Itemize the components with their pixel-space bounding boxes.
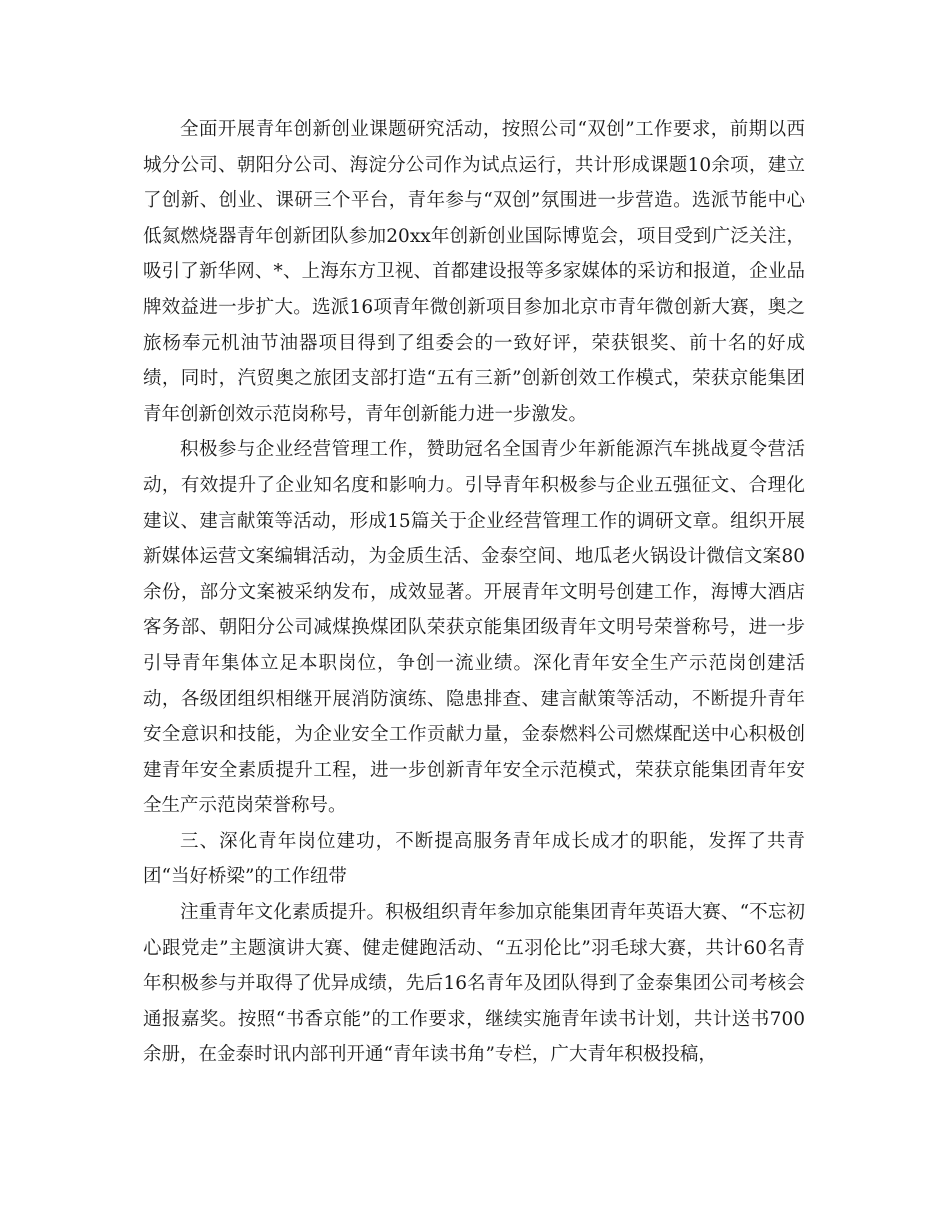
paragraph-management: 积极参与企业经营管理工作，赞助冠名全国青少年新能源汽车挑战夏令营活动，有效提升了企业知名度和影响力。引导青年积极参与企业五强征文、合理化建议、建言献策等活动，形成15篇关于企业经营管理工作的调研文章。组织开展新媒体运营文案编辑活动，为金质生活、金泰空间、地瓜老火锅设计微信文案80余份，部分文案被采纳发布，成效显著。开展青年文明号创建工作，海博大酒店客务部、朝阳分公司减煤换煤团队荣获京能集团级青年文明号荣誉称号，进一步引导青年集体立足本职岗位，争创一流业绩。深化青年安全生产示范岗创建活动，各级团组织相继开展消防演练、隐患排查、建言献策等活动，不断提升青年安全意识和技能，为企业安全工作贡献力量，金泰燃料公司燃煤配送中心积极创建青年安全素质提升工程，进一步创新青年安全示范模式，荣获京能集团青年安全生产示范岗荣誉称号。 bbox=[143, 439, 805, 817]
paragraph-culture: 注重青年文化素质提升。积极组织青年参加京能集团青年英语大赛、“不忘初心跟党走”主题演讲大赛、健走健跑活动、“五羽伦比”羽毛球大赛，共计60名青年积极参与并取得了优异成绩，先后16名青年及团队得到了金泰集团公司考核会通报嘉奖。按照“书香京能”的工作要求，继续实施青年读书计划，共计送书700余册，在金泰时讯内部刊开通“青年读书角”专栏，广大青年积极投稿， bbox=[143, 902, 805, 1066]
section-heading-three: 三、深化青年岗位建功，不断提高服务青年成长成才的职能，发挥了共青团“当好桥梁”的工作纽带 bbox=[143, 830, 805, 888]
document-page bbox=[143, 112, 805, 1073]
paragraph-innovation: 全面开展青年创新创业课题研究活动，按照公司“双创”工作要求，前期以西城分公司、朝阳分公司、海淀分公司作为试点运行，共计形成课题10余项，建立了创新、创业、课研三个平台，青年参与“双创”氛围进一步营造。选派节能中心低氮燃烧器青年创新团队参加20xx年创新创业国际博览会，项目受到广泛关注，吸引了新华网、*、上海东方卫视、首都建设报等多家媒体的采访和报道，企业品牌效益进一步扩大。选派16项青年微创新项目参加北京市青年微创新大赛，奥之旅杨奉元机油节油器项目得到了组委会的一致好评，荣获银奖、前十名的好成绩，同时，汽贸奥之旅团支部打造“五有三新”创新创效工作模式，荣获京能集团青年创新创效示范岗称号，青年创新能力进一步激发。 bbox=[143, 119, 805, 425]
